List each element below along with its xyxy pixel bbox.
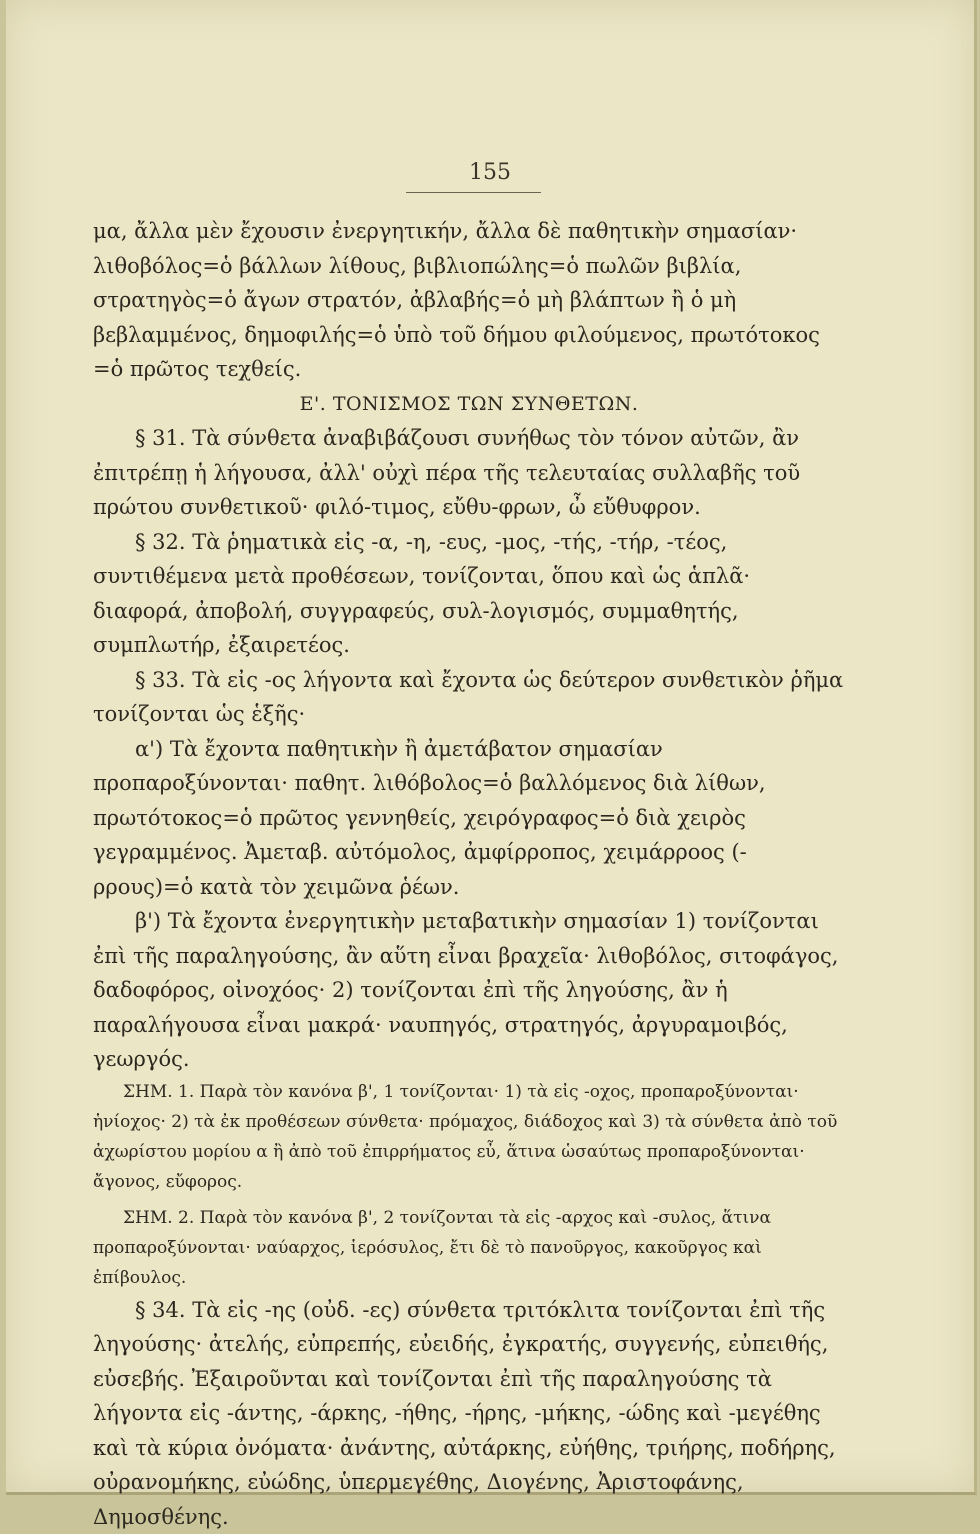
page-body: [93, 214, 845, 1534]
paragraph-33a: α') Τὰ ἔχοντα παθητικὴν ἢ ἀμετάβατον σημασίαν προπαροξύνονται· παθητ. λιθόβολος=ὁ βαλλόμενος διὰ λίθων, πρωτότοκος=ὁ πρῶτος γεννηθείς, χειρόγραφος=ὁ διὰ χειρὸς γεγραμμένος. Ἀμεταβ. αὐτόμολος, ἀμφίρροπος, χειμάρροος (-ρρους)=ὁ κατὰ τὸν χειμῶνα ῥέων.: [93, 732, 845, 905]
paragraph-34: § 34. Τὰ εἰς -ης (οὐδ. -ες) σύνθετα τριτόκλιτα τονίζονται ἐπὶ τῆς ληγούσης· ἀτελής, εὐπρεπής, εὐειδής, ἐγκρατής, συγγενής, εὐπειθής, εὐσεβής. Ἐξαιροῦνται καὶ τονίζονται ἐπὶ τῆς παραληγούσης τὰ λήγοντα εἰς -άντης, -άρκης, -ήθης, -ήρης, -μήκης, -ώδης καὶ -μεγέθης καὶ τὰ κύρια ὀνόματα· ἀνάντης, αὐτάρκης, εὐήθης, τριήρης, ποδήρης, οὐρανομήκης, εὐώδης, ὑπερμεγέθης, Διογένης, Ἀριστοφάνης, Δημοσθένης.: [93, 1293, 845, 1534]
page-number: 155: [6, 160, 974, 185]
note-1: ΣΗΜ. 1. Παρὰ τὸν κανόνα β', 1 τονίζονται· 1) τὰ εἰς -οχος, προπαροξύνονται· ἡνίοχος· 2) τὰ ἐκ προθέσεων σύνθετα· πρόμαχος, διάδοχος καὶ 3) τὰ σύνθετα ἀπὸ τοῦ ἀχωρίστου μορίου α ἢ ἀπὸ τοῦ ἐπιρρήματος εὖ, ἅτινα ὡσαύτως προπαροξύνονται· ἄγονος, εὔφορος.: [93, 1077, 845, 1197]
paragraph-31: § 31. Τὰ σύνθετα ἀναβιβάζουσι συνήθως τὸν τόνον αὐτῶν, ἂν ἐπιτρέπῃ ἡ λήγουσα, ἀλλ' οὐχὶ πέρα τῆς τελευταίας συλλαβῆς τοῦ πρώτου συνθετικοῦ· φιλό-τιμος, εὔθυ-φρων, ὦ εὔθυφρον.: [93, 421, 845, 525]
book-page: [6, 0, 977, 1495]
paragraph-33: § 33. Τὰ εἰς -ος λήγοντα καὶ ἔχοντα ὡς δεύτερον συνθετικὸν ῥῆμα τονίζονται ὡς ἑξῆς·: [93, 663, 845, 732]
section-heading: Ε'. ΤΟΝΙΣΜΟΣ ΤΩΝ ΣΥΝΘΕΤΩΝ.: [93, 387, 845, 422]
header-rule: [406, 192, 541, 193]
note-2: ΣΗΜ. 2. Παρὰ τὸν κανόνα β', 2 τονίζονται τὰ εἰς -αρχος καὶ -συλος, ἅτινα προπαροξύνονται· ναύαρχος, ἱερόσυλος, ἔτι δὲ τὸ πανοῦργος, κακοῦργος καὶ ἐπίβουλος.: [93, 1203, 845, 1293]
paragraph-32: § 32. Τὰ ῥηματικὰ εἰς -α, -η, -ευς, -μος, -τής, -τήρ, -τέος, συντιθέμενα μετὰ προθέσεων, τονίζονται, ὅπου καὶ ὡς ἁπλᾶ· διαφορά, ἀποβολή, συγγραφεύς, συλ-λογισμός, συμμαθητής, συμπλωτήρ, ἐξαιρετέος.: [93, 525, 845, 663]
paragraph-33b: β') Τὰ ἔχοντα ἐνεργητικὴν μεταβατικὴν σημασίαν 1) τονίζονται ἐπὶ τῆς παραληγούσης, ἂν αὕτη εἶναι βραχεῖα· λιθοβόλος, σιτοφάγος, δαδοφόρος, οἰνοχόος· 2) τονίζονται ἐπὶ τῆς ληγούσης, ἂν ἡ παραλήγουσα εἶναι μακρά· ναυπηγός, στρατηγός, ἀργυραμοιβός, γεωργός.: [93, 904, 845, 1077]
intro-paragraph: μα, ἄλλα μὲν ἔχουσιν ἐνεργητικήν, ἄλλα δὲ παθητικὴν σημασίαν· λιθοβόλος=ὁ βάλλων λίθους, βιβλιοπώλης=ὁ πωλῶν βιβλία, στρατηγὸς=ὁ ἄγων στρατόν, ἀβλαβής=ὁ μὴ βλάπτων ἢ ὁ μὴ βεβλαμμένος, δημοφιλής=ὁ ὑπὸ τοῦ δήμου φιλούμενος, πρωτότοκος =ὁ πρῶτος τεχθείς.: [93, 214, 845, 387]
